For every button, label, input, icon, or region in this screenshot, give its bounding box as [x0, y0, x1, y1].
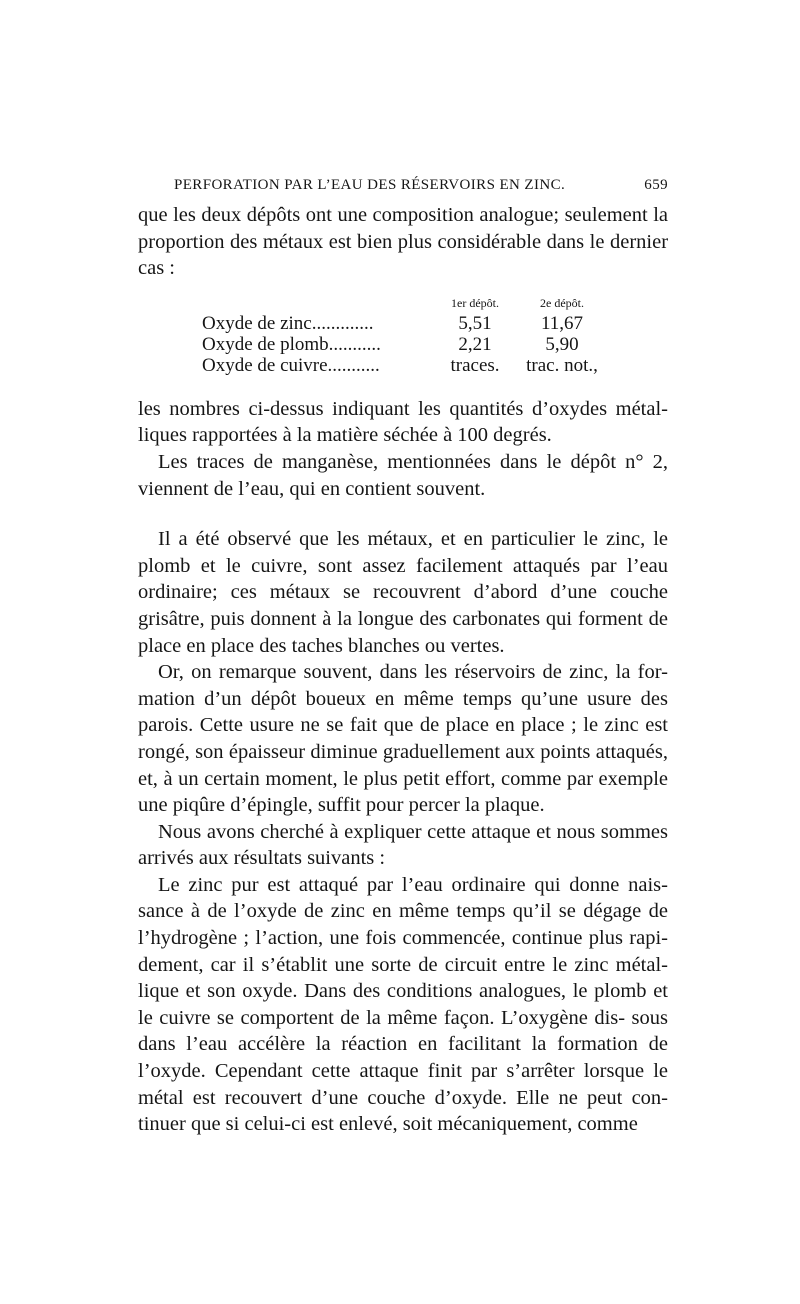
value-depot-1: 2,21: [458, 333, 492, 355]
text-line: le métal est recouvert d’une couche d’oxyde. Elle ne peut con-: [138, 1060, 668, 1109]
text-line: l’hydrogène ; l’action, une fois commencée, continue plus rapi-: [138, 927, 668, 950]
text-line: viennent de l’eau, qui en contient souvent.: [138, 477, 486, 500]
column-header-depot-1: 1er dépôt.: [451, 295, 499, 310]
text-line: de l’oxyde. Cependant cette attaque finit par s’arrêter lorsque: [138, 1033, 668, 1083]
section-gap: [138, 502, 668, 526]
page-number: 659: [644, 177, 668, 193]
text-line: Or, on remarque souvent, dans les réservoirs de zinc, la for-: [158, 661, 668, 684]
text-line: sous dans l’eau accélère la réaction en facilitant la formation: [138, 1006, 668, 1056]
intro-paragraph: [138, 202, 668, 282]
value-depot-2: trac. not.,: [526, 354, 598, 376]
text-line: Il a été observé que les métaux, et en particulier le zinc, le: [158, 528, 668, 551]
book-page: [138, 172, 668, 1138]
text-line: Le zinc pur est attaqué par l’eau ordinaire qui donne nais-: [158, 873, 668, 896]
text-line: lique et son oxyde. Dans des conditions analogues, le plomb: [138, 980, 647, 1003]
text-line: la proportion des métaux est bien plus considérable dans le: [138, 204, 668, 253]
text-line: par exemple une piqûre d’épingle, suffit pour percer la: [138, 767, 668, 817]
text-line: mation d’un dépôt boueux en même temps qu’une usure des: [138, 687, 668, 710]
text-line: parois. Cette usure ne se fait que de place en place ; le zinc: [138, 714, 639, 737]
column-header-depot-2: 2e dépôt.: [540, 295, 584, 310]
value-depot-1: 5,51: [458, 312, 492, 334]
value-depot-2: 5,90: [545, 333, 579, 355]
table-row: [138, 334, 668, 355]
text-line: dernier cas :: [138, 230, 669, 280]
text-line: attaqués, et, à un certain moment, le plus petit effort, comme: [138, 740, 669, 790]
text-line: plaque.: [484, 794, 545, 817]
observation-paragraph: [138, 526, 668, 659]
text-line: dement, car il s’établit une sorte de circuit entre le zinc métal-: [138, 953, 668, 976]
text-line: que les deux dépôts ont une composition analogue; seulement: [138, 204, 648, 226]
text-line: tinuer que si celui-ci est enlevé, soit mécaniquement, comme: [138, 1113, 638, 1136]
cherche-paragraph: [138, 819, 668, 872]
after-table-paragraph: [138, 396, 668, 449]
text-line: Nous avons cherché à expliquer cette attaque et nous sommes: [158, 820, 668, 843]
text-line: est rongé, son épaisseur diminue graduellement aux points: [138, 714, 669, 763]
text-line: les nombres ci-dessus indiquant les quantités d’oxydes métal-: [138, 397, 668, 420]
running-header: [138, 172, 668, 198]
text-line: plomb et le cuivre, sont assez facilement attaqués par l’eau: [138, 554, 668, 577]
text-line: et le cuivre se comportent de la même façon. L’oxygène dis-: [138, 980, 668, 1029]
row-label: Oxyde de cuivre...........: [202, 354, 380, 376]
text-line: de place en place des taches blanches ou vertes.: [138, 607, 669, 657]
text-line: liques rapportées à la matière séchée à 100 degrés.: [138, 424, 552, 447]
table-row: [138, 313, 668, 334]
traces-paragraph: [138, 449, 668, 502]
value-depot-2: 11,67: [540, 312, 584, 334]
value-depot-1: traces.: [450, 354, 500, 376]
composition-table: [138, 294, 668, 376]
text-line: sance à de l’oxyde de zinc en même temps qu’il se dégage de: [138, 900, 668, 923]
text-line: ordinaire; ces métaux se recouvrent d’abord d’une couche: [138, 581, 668, 604]
remarque-paragraph: [138, 659, 668, 819]
text-line: grisâtre, puis donnent à la longue des carbonates qui forment: [138, 607, 643, 630]
table-row: [138, 355, 668, 376]
row-label: Oxyde de plomb...........: [202, 333, 381, 355]
table-header: [138, 294, 668, 312]
running-title: PERFORATION PAR L’EAU DES RÉSERVOIRS EN ZINC.: [174, 177, 566, 193]
zinc-paragraph: [138, 872, 668, 1138]
row-label: Oxyde de zinc.............: [202, 312, 374, 334]
text-line: Les traces de manganèse, mentionnées dans le dépôt n° 2,: [158, 450, 668, 473]
text-line: arrivés aux résultats suivants :: [138, 847, 386, 870]
